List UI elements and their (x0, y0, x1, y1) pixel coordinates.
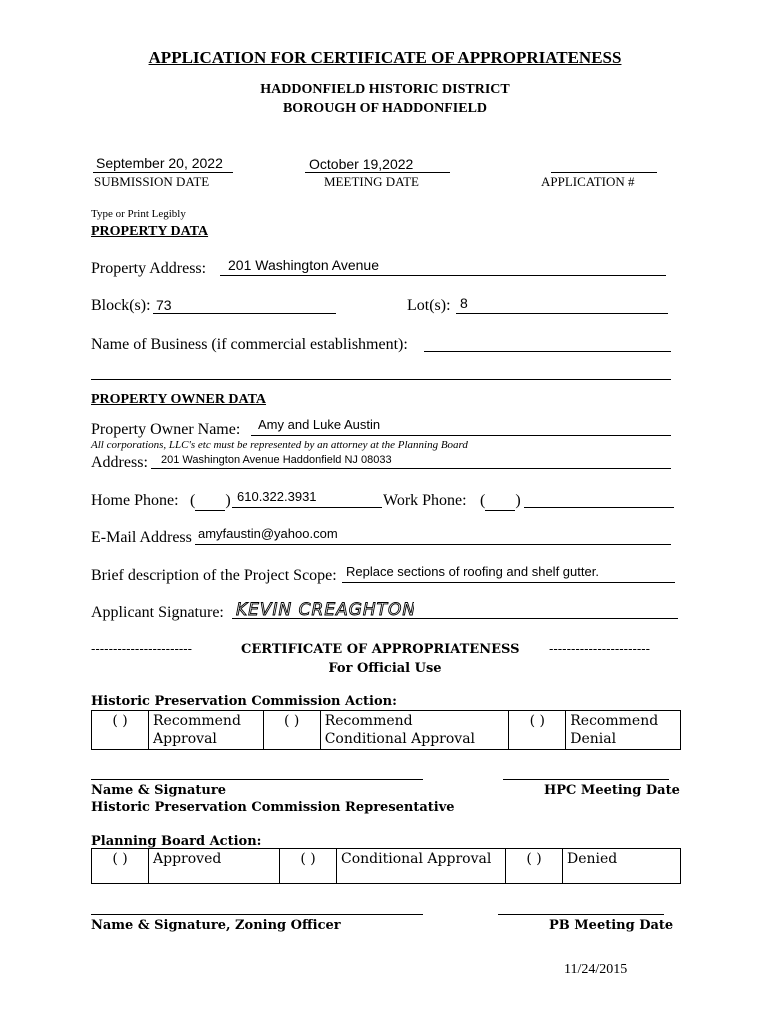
footer-date: 11/24/2015 (564, 962, 628, 977)
applicant-signature-label: Applicant Signature: (91, 604, 224, 621)
block-label: Block(s): (91, 297, 151, 314)
official-dashes-left: ----------------------- (91, 642, 193, 657)
pb-denied-checkbox[interactable]: ( ) (506, 849, 563, 884)
hpc-option-approval: Recommend Approval (149, 711, 264, 750)
application-number-label: APPLICATION # (541, 174, 635, 189)
pb-meeting-date-label: PB Meeting Date (549, 918, 674, 933)
pb-option-approved: Approved (149, 849, 280, 884)
submission-date-value[interactable]: September 20, 2022 (96, 155, 223, 171)
svg-text:KEVIN CREAGHTON: KEVIN CREAGHTON (236, 600, 414, 620)
home-phone-label: Home Phone: (91, 492, 179, 509)
hpc-conditional-checkbox[interactable]: ( ) (263, 711, 320, 750)
business-name-label: Name of Business (if commercial establishment): (91, 336, 408, 353)
pb-signature-label: Name & Signature, Zoning Officer (91, 918, 341, 933)
project-scope-value[interactable]: Replace sections of roofing and shelf gutter. (346, 564, 599, 579)
home-phone-value[interactable]: 610.322.3931 (237, 489, 317, 504)
official-subtitle: For Official Use (328, 661, 442, 676)
owner-name-value[interactable]: Amy and Luke Austin (258, 417, 381, 432)
hpc-option-conditional: Recommend Conditional Approval (320, 711, 509, 750)
hpc-representative-label: Historic Preservation Commission Representative (91, 800, 455, 815)
pb-option-denied: Denied (563, 849, 681, 884)
form-title: APPLICATION FOR CERTIFICATE OF APPROPRIATENESS (148, 48, 622, 67)
email-label: E-Mail Address (91, 529, 192, 546)
property-data-heading: PROPERTY DATA (91, 224, 209, 239)
hpc-approval-checkbox[interactable]: ( ) (92, 711, 149, 750)
owner-name-label: Property Owner Name: (91, 421, 241, 438)
home-phone-area-code[interactable]: ( ) (190, 492, 231, 509)
pb-approved-checkbox[interactable]: ( ) (92, 849, 149, 884)
hpc-signature-label: Name & Signature (91, 783, 226, 798)
owner-address-label: Address: (91, 454, 148, 471)
property-address-label: Property Address: (91, 260, 207, 277)
lot-value[interactable]: 8 (460, 295, 468, 311)
submission-date-label: SUBMISSION DATE (94, 174, 210, 189)
applicant-signature[interactable] (234, 593, 414, 626)
pb-heading: Planning Board Action: (91, 834, 262, 849)
pb-conditional-checkbox[interactable]: ( ) (280, 849, 337, 884)
email-value[interactable]: amyfaustin@yahoo.com (198, 526, 338, 541)
pb-action-table (91, 848, 681, 884)
hpc-option-denial: Recommend Denial (566, 711, 681, 750)
hpc-denial-checkbox[interactable]: ( ) (509, 711, 566, 750)
meeting-date-label: MEETING DATE (324, 174, 419, 189)
pb-option-conditional: Conditional Approval (337, 849, 506, 884)
project-scope-label: Brief description of the Project Scope: (91, 567, 337, 584)
work-phone-label: Work Phone: (383, 492, 467, 509)
hpc-heading: Historic Preservation Commission Action: (91, 694, 397, 709)
block-value[interactable]: 73 (156, 297, 172, 313)
owner-data-heading: PROPERTY OWNER DATA (91, 392, 267, 407)
district-name: HADDONFIELD HISTORIC DISTRICT (260, 82, 510, 97)
hpc-action-table (91, 710, 681, 750)
lot-label: Lot(s): (407, 297, 451, 314)
borough-name: BOROUGH OF HADDONFIELD (282, 101, 488, 116)
attorney-note: All corporations, LLC's etc must be represented by an attorney at the Planning Board (91, 439, 468, 451)
official-dashes-right: ----------------------- (549, 642, 651, 657)
work-phone-area-code[interactable]: ( ) (480, 492, 521, 509)
type-print-note: Type or Print Legibly (91, 208, 186, 220)
hpc-meeting-date-label: HPC Meeting Date (544, 783, 680, 798)
meeting-date-value[interactable]: October 19,2022 (309, 156, 414, 172)
official-title: CERTIFICATE OF APPROPRIATENESS (241, 642, 520, 657)
property-address-value[interactable]: 201 Washington Avenue (228, 257, 380, 273)
owner-address-value[interactable]: 201 Washington Avenue Haddonfield NJ 08033 (161, 454, 392, 466)
